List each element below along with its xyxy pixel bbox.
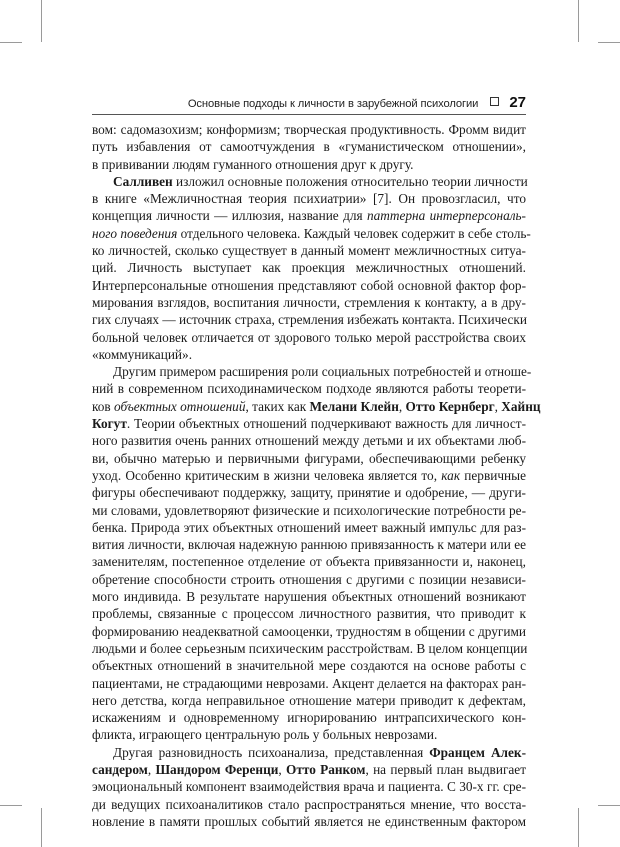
term-interpersonal-pattern-cont: ного поведения	[92, 225, 178, 241]
text-line: людьми и более серьезным психическим расстройствам. В целом концепции	[92, 640, 528, 656]
paragraph-object-relations	[92, 363, 541, 744]
text-line: ного поведения отдельного человека. Каждый человек содержит в себе столь-	[92, 225, 531, 241]
text-line: фликта, играющего центральную роль у больных неврозами.	[92, 727, 438, 743]
crop-mark	[578, 808, 579, 847]
paragraph-fromm	[92, 121, 526, 173]
running-title: Основные подходы к личности в зарубежной психологии	[187, 98, 479, 110]
name-klein: Мелани Клейн	[309, 398, 399, 414]
text-line: фигуры обеспечивают поддержку, защиту, принятие и одобрение, — други-	[92, 485, 526, 501]
text-line: проблемы, связанные с процессом личностного развития, что приводит к	[92, 606, 526, 622]
text-line: эмоциональный компонент взаимодействия врача и пациента. С 30-х гг. сре-	[92, 779, 526, 795]
text-line: объектных отношений в значительной мере создаются на основе работы с	[92, 658, 526, 674]
text-line: гих случаях — источник страха, стремления избежать контакта. Психически	[92, 312, 528, 328]
page-number: 27	[509, 94, 526, 111]
text-line: ми словами, удовлетворяют физические и психологические потребности ре-	[92, 502, 526, 518]
crop-mark	[0, 42, 22, 43]
crop-mark	[598, 42, 620, 43]
term-object-relations: объектных отношений	[114, 398, 246, 414]
header-rule	[92, 114, 526, 115]
name-ferenczi: Шандором Ференци	[155, 761, 279, 777]
crop-mark	[578, 0, 579, 42]
paragraph-sullivan	[92, 173, 531, 363]
text-line: обретение способности строить отношения с другими с позиции независи-	[92, 571, 526, 587]
crop-mark	[41, 808, 42, 847]
crop-mark	[598, 805, 620, 806]
paragraph-psychoanalysis-variant	[92, 744, 526, 830]
text-line: сандером, Шандором Ференци, Отто Ранком, на первый план выдвигает	[92, 761, 527, 777]
text-line: концепция личности — иллюзия, название для паттерна интерперсональ-	[92, 208, 526, 224]
text-line: ди ведущих психоаналитиков стало распространяться мнение, что восста-	[92, 796, 526, 812]
text-line: ви, обычно матерью и первичными фигурами, обеспечивающими ребенку	[92, 450, 526, 466]
emphasis-how: как	[441, 467, 461, 483]
running-head	[92, 94, 526, 111]
text-line: в прививании людям гуманного отношения друг к другу.	[92, 156, 414, 172]
term-interpersonal-pattern: паттерна интерперсональ-	[366, 208, 526, 224]
text-line: «коммуникаций».	[92, 346, 193, 362]
text-line: него детства, когда неправильное отношение матери приводит к дефектам,	[92, 692, 526, 708]
name-sullivan: Салливен	[113, 173, 173, 189]
text-line: ний в современном психодинамическом подходе являются работы теорети-	[92, 381, 526, 397]
name-alexander: Францем Алек-	[429, 744, 526, 760]
text-line: Салливен изложил основные положения относительно теории личности	[113, 173, 528, 189]
crop-mark	[41, 0, 42, 42]
text-line: в книге «Межличностная теория психиатрии» [7]. Он провозгласил, что	[92, 191, 526, 207]
text-line: путь избавления от самоотчуждения в «гуманистическом отношении»,	[92, 139, 526, 155]
text-line: пациентами, не страдающими неврозами. Акцент делается на факторах ран-	[92, 675, 526, 691]
name-kohut-cont: Когут	[92, 416, 127, 432]
name-kohut: Хайнц	[501, 398, 541, 414]
text-line: бенка. Природа этих объектных отношений имеет важный импульс для раз-	[92, 519, 526, 535]
name-alexander-cont: сандером	[92, 761, 148, 777]
text-line: мого индивида. В результате нарушения объектных отношений возникают	[92, 589, 526, 605]
text-line: заменителям, постепенное отделение от объекта привязанности и, наконец,	[92, 554, 526, 570]
text-line: больной человек отличается от здорового только мерой расстройства своих	[92, 329, 526, 345]
text-line: ков объектных отношений, таких как Мелани Клейн, Отто Кернберг, Хайнц	[92, 398, 541, 414]
text-line: Когут. Теории объектных отношений подчеркивают важность для личност-	[92, 416, 526, 432]
body-text	[92, 121, 541, 830]
name-rank: Отто Ранком	[286, 761, 366, 777]
name-kernberg: Отто Кернберг	[405, 398, 495, 414]
text-line: мирования взглядов, воспитания личности, стремления к контакту, а в дру-	[92, 294, 526, 310]
text-line: Другим примером расширения роли социальных потребностей и отноше-	[113, 364, 532, 380]
text-line: ко личностей, сколько существует в данный момент межличностных ситуа-	[92, 243, 526, 259]
text-line: вития личности, включая надежную раннюю привязанность к матери или ее	[92, 537, 526, 553]
text-line: искажениям и одновременному игнорированию интрапсихического кон-	[92, 710, 526, 726]
square-bullet-icon	[490, 97, 499, 106]
text-line: ций. Личность выступает как проекция межличностных отношений.	[92, 260, 526, 276]
text-line: формированию неадекватной самооценки, трудностям в общении с другими	[92, 623, 526, 639]
text-line: уход. Особенно критическим в жизни человека является то, как первичные	[92, 467, 526, 483]
text-line: Другая разновидность психоанализа, представленная Францем Алек-	[113, 744, 526, 760]
crop-mark	[0, 805, 22, 806]
text-line: новление в памяти прошлых событий является не единственным фактором	[92, 813, 526, 829]
text-line: ного развития очень ранних отношений между детьми и их объектами люб-	[92, 433, 526, 449]
text-line: Интерперсональные отношения представляют собой основной фактор фор-	[92, 277, 526, 293]
text-line: вом: садомазохизм; конформизм; творческая продуктивность. Фромм видит	[92, 122, 526, 137]
